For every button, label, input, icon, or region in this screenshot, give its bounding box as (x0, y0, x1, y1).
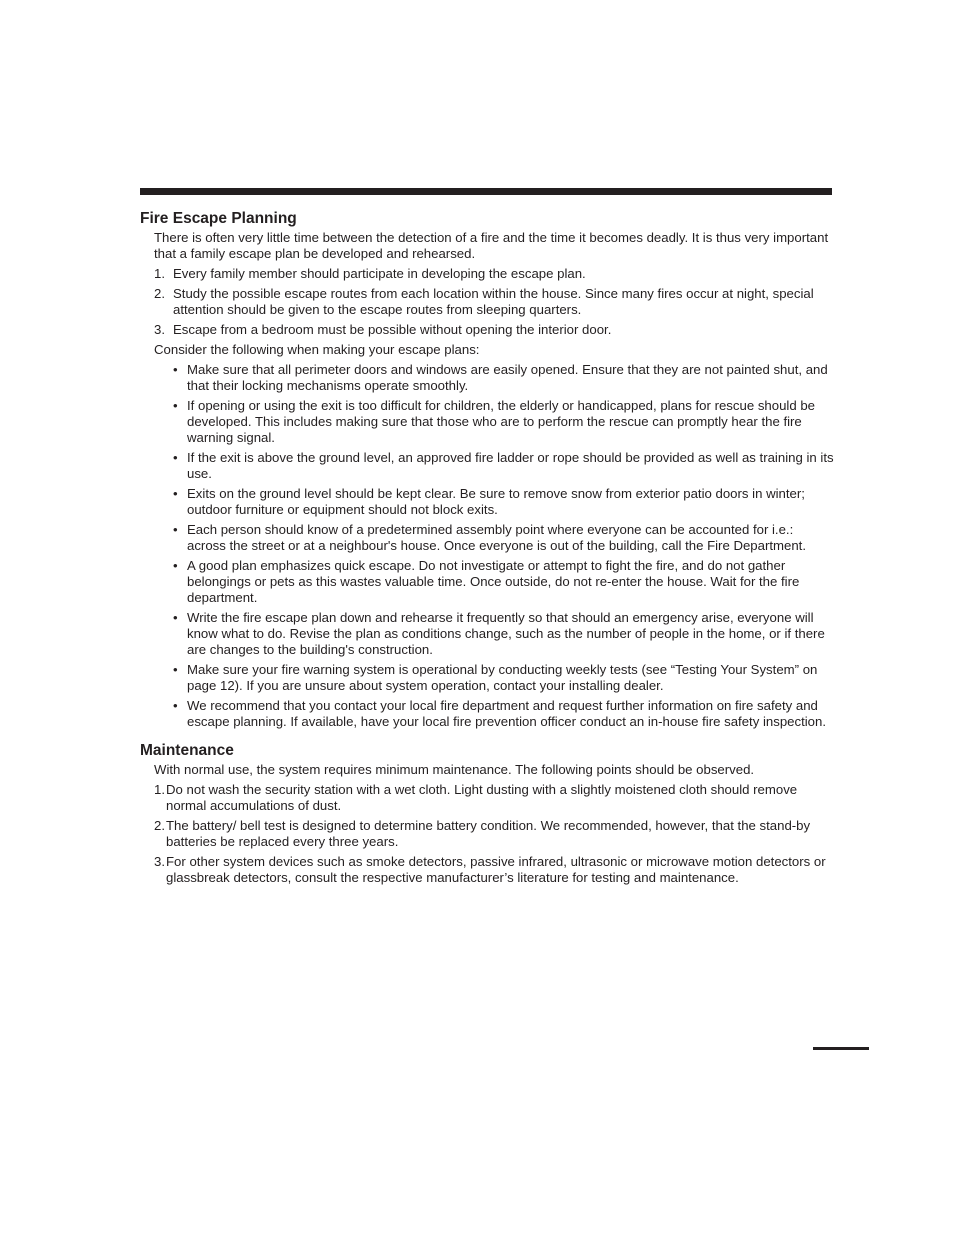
item-text: Each person should know of a predetermined assembly point where everyone can be accounted for i.e.: across the street or at a neighbour's house. Once everyone is out of the building, call the Fire Department. (187, 522, 807, 554)
item-text: Make sure your fire warning system is operational by conducting weekly tests (see “Testing Your System” on page 12). If you are unsure about system operation, contact your installing dealer. (187, 662, 818, 693)
item-text: Escape from a bedroom must be possible without opening the interior door. (173, 321, 612, 337)
escape-steps-list (140, 266, 834, 338)
list-item (140, 398, 834, 445)
item-number: 1. (154, 265, 165, 281)
list-item (140, 854, 834, 886)
list-item (140, 698, 834, 730)
item-text: Do not wash the security station with a wet cloth. Light dusting with a slightly moistened cloth should remove normal accumulations of dust. (166, 782, 798, 813)
item-text: If opening or using the exit is too difficult for children, the elderly or handicapped, plans for rescue should be developed. This includes making sure that those who are to perform the rescue can promptly hear the fire warning signal. (187, 398, 816, 445)
list-item (140, 286, 834, 318)
item-text: For other system devices such as smoke detectors, passive infrared, ultrasonic or microwave motion detectors or glassbreak detectors, consult the respective manufacturer’s literature for testing and maintenance. (166, 854, 826, 886)
bullet-icon: • (173, 522, 178, 538)
fire-escape-intro: There is often very little time between the detection of a fire and the time it becomes deadly. It is thus very important that a family escape plan be developed and rehearsed. (154, 230, 829, 261)
list-item (140, 522, 834, 554)
page-content (140, 208, 834, 890)
item-number: 1. (154, 782, 165, 798)
bullet-icon: • (173, 698, 178, 714)
bullet-icon: • (173, 558, 178, 574)
maintenance-heading: Maintenance (140, 742, 234, 760)
item-number: 2. (154, 818, 165, 834)
maintenance-intro: With normal use, the system requires minimum maintenance. The following points should be observed. (154, 762, 755, 778)
bullet-icon: • (173, 662, 178, 678)
item-number: 3. (154, 854, 165, 870)
list-item (140, 782, 834, 814)
list-item (140, 450, 834, 482)
item-text: Every family member should participate in developing the escape plan. (173, 265, 586, 281)
item-text: Exits on the ground level should be kept clear. Be sure to remove snow from exterior patio doors in winter; outdoor furniture or equipment should not block exits. (187, 486, 805, 517)
list-item (140, 818, 834, 850)
consider-text: Consider the following when making your escape plans: (154, 342, 480, 358)
bullet-icon: • (173, 362, 178, 378)
bullet-icon: • (173, 450, 178, 466)
list-item (140, 558, 834, 605)
item-number: 3. (154, 321, 165, 337)
bullet-icon: • (173, 398, 178, 414)
header-rule (140, 188, 832, 195)
escape-tips-list (140, 362, 834, 730)
bullet-icon: • (173, 486, 178, 502)
item-text: We recommend that you contact your local fire department and request further information on fire safety and escape planning. If available, have your local fire prevention officer conduct an in-house fire safety inspection. (187, 698, 827, 730)
item-text: Make sure that all perimeter doors and windows are easily opened. Ensure that they are not painted shut, and that their locking mechanisms operate smoothly. (187, 362, 828, 393)
list-item (140, 362, 834, 394)
bullet-icon: • (173, 610, 178, 626)
list-item (140, 662, 834, 694)
maintenance-list (140, 782, 834, 886)
item-text: A good plan emphasizes quick escape. Do not investigate or attempt to fight the fire, and do not gather belongings or pets as this wastes valuable time. Once outside, do not re-enter the house. Wait for the fire department. (187, 558, 800, 605)
item-text: Study the possible escape routes from each location within the house. Since many fires occur at night, special attention should be given to the escape routes from sleeping quarters. (173, 285, 814, 317)
list-item (140, 322, 834, 338)
footer-rule (813, 1047, 869, 1050)
item-number: 2. (154, 285, 165, 301)
item-text: Write the fire escape plan down and rehearse it frequently so that should an emergency arise, everyone will know what to do. Revise the plan as conditions change, such as the number of people in the home, or if there are changes to the building's construction. (187, 610, 825, 657)
item-text: If the exit is above the ground level, an approved fire ladder or rope should be provided as well as training in its use. (187, 450, 834, 481)
list-item (140, 486, 834, 518)
fire-escape-heading: Fire Escape Planning (140, 210, 297, 227)
item-text: The battery/ bell test is designed to determine battery condition. We recommended, however, that the stand-by batteries be replaced every three years. (166, 818, 811, 849)
list-item (140, 266, 834, 282)
list-item (140, 610, 834, 657)
